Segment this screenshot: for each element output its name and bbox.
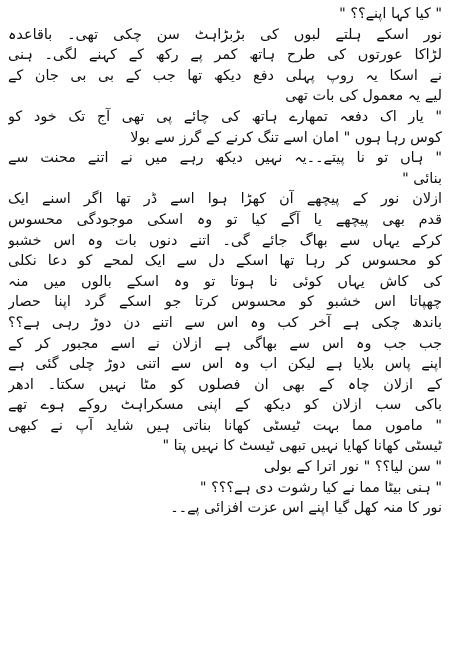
text-line: " کیا کہا اپنے؟؟ ": [339, 6, 442, 22]
text-line: اپنے پاس بلایا ہے لیکن اب وہ اس سے اتنی دوڑ چلی گئی ہے: [8, 356, 442, 373]
text-line: " سن لیا؟؟ " نور اترا کے بولی: [263, 459, 442, 476]
text-line: باندھ چکی ہے آخر کب وہ اس سے اتنے دن دوڑ رہی ہے؟؟: [8, 314, 442, 331]
text-line: نور اسکے ہلتے لبوں کی بڑبڑاہٹ سن چکی تھی۔ باقاعدہ: [8, 26, 442, 43]
text-line: بنائی ": [402, 170, 442, 187]
text-line: " ہنی بیٹا مما نے کیا رشوت دی ہے؟؟؟ ": [199, 479, 442, 496]
text-line: لیے یہ معمول کی بات تھی: [285, 88, 442, 105]
text-line: " یار اک دفعہ تمھارے ہاتھ کی چائے پی تھی آج تک خود کو: [8, 108, 442, 125]
text-line: قدم بھی پیچھے یا آگے کیا تو وہ اسکی موجودگی محسوس: [8, 211, 442, 228]
text-line: نور کا منہ کھل گیا اپنے اس عزت افزائی پے۔۔: [170, 500, 442, 517]
text-line: " ہاں تو نا پیتے۔۔یہ نہیں دیکھ رہے میں نے اتنے محنت سے: [8, 150, 442, 167]
text-line: ٹیسٹی کھانا کھایا نہیں تبھی ٹیسٹ کا نہیں پتا ": [162, 438, 442, 455]
text-line: باکی سب ازلان کو دیکھ کے اپنی مسکراہٹ روکے ہوے تھے: [8, 397, 442, 414]
text-line: ازلان نور کے پیچھے آن کھڑا ہوا اسے ڈر تھا اگر اسنے ایک: [8, 191, 442, 208]
text-line: لڑاکا عورتوں کی طرح ہاتھ کمر پے رکھ کے کہنے لگی۔ ہنی: [8, 47, 442, 64]
text-line: کو محسوس کر رہا تھا اسکے دل سے ایک لمحے کو دعا نکلی: [8, 253, 442, 270]
text-line: چھپاتا اس خشبو کو محسوس کرتا جو اسکے گرد اپنا حصار: [8, 294, 442, 311]
text-line: کوس رہا ہوں " امان اسے تنگ کرنے کے گرز سے بولا: [130, 129, 442, 146]
text-line: جب جب وہ اس سے بھاگی ہے ازلان نے اسے مجبور کر کے: [8, 335, 442, 352]
text-line: کرکے یہاں سے بھاگ جائے گی۔ اتنے دنوں بات وہ اس خشبو: [8, 232, 442, 249]
text-line: نے اسکا یہ روپ پہلی دفع دیکھ تھا جب کے بی بی جان کے: [8, 67, 442, 84]
text-line: کی کاش یہاں کوئی نا ہوتا تو وہ اسکے بالوں میں منہ: [8, 273, 442, 290]
text-line: کے ازلان چاہ کے بھی ان فصلوں کو مٹا نہیں سکتا۔ ادھر: [8, 376, 442, 393]
text-line: " ماموں مما بہت ٹیسٹی کھانا بناتی ہیں شاید آپ نے کبھی: [8, 417, 442, 434]
